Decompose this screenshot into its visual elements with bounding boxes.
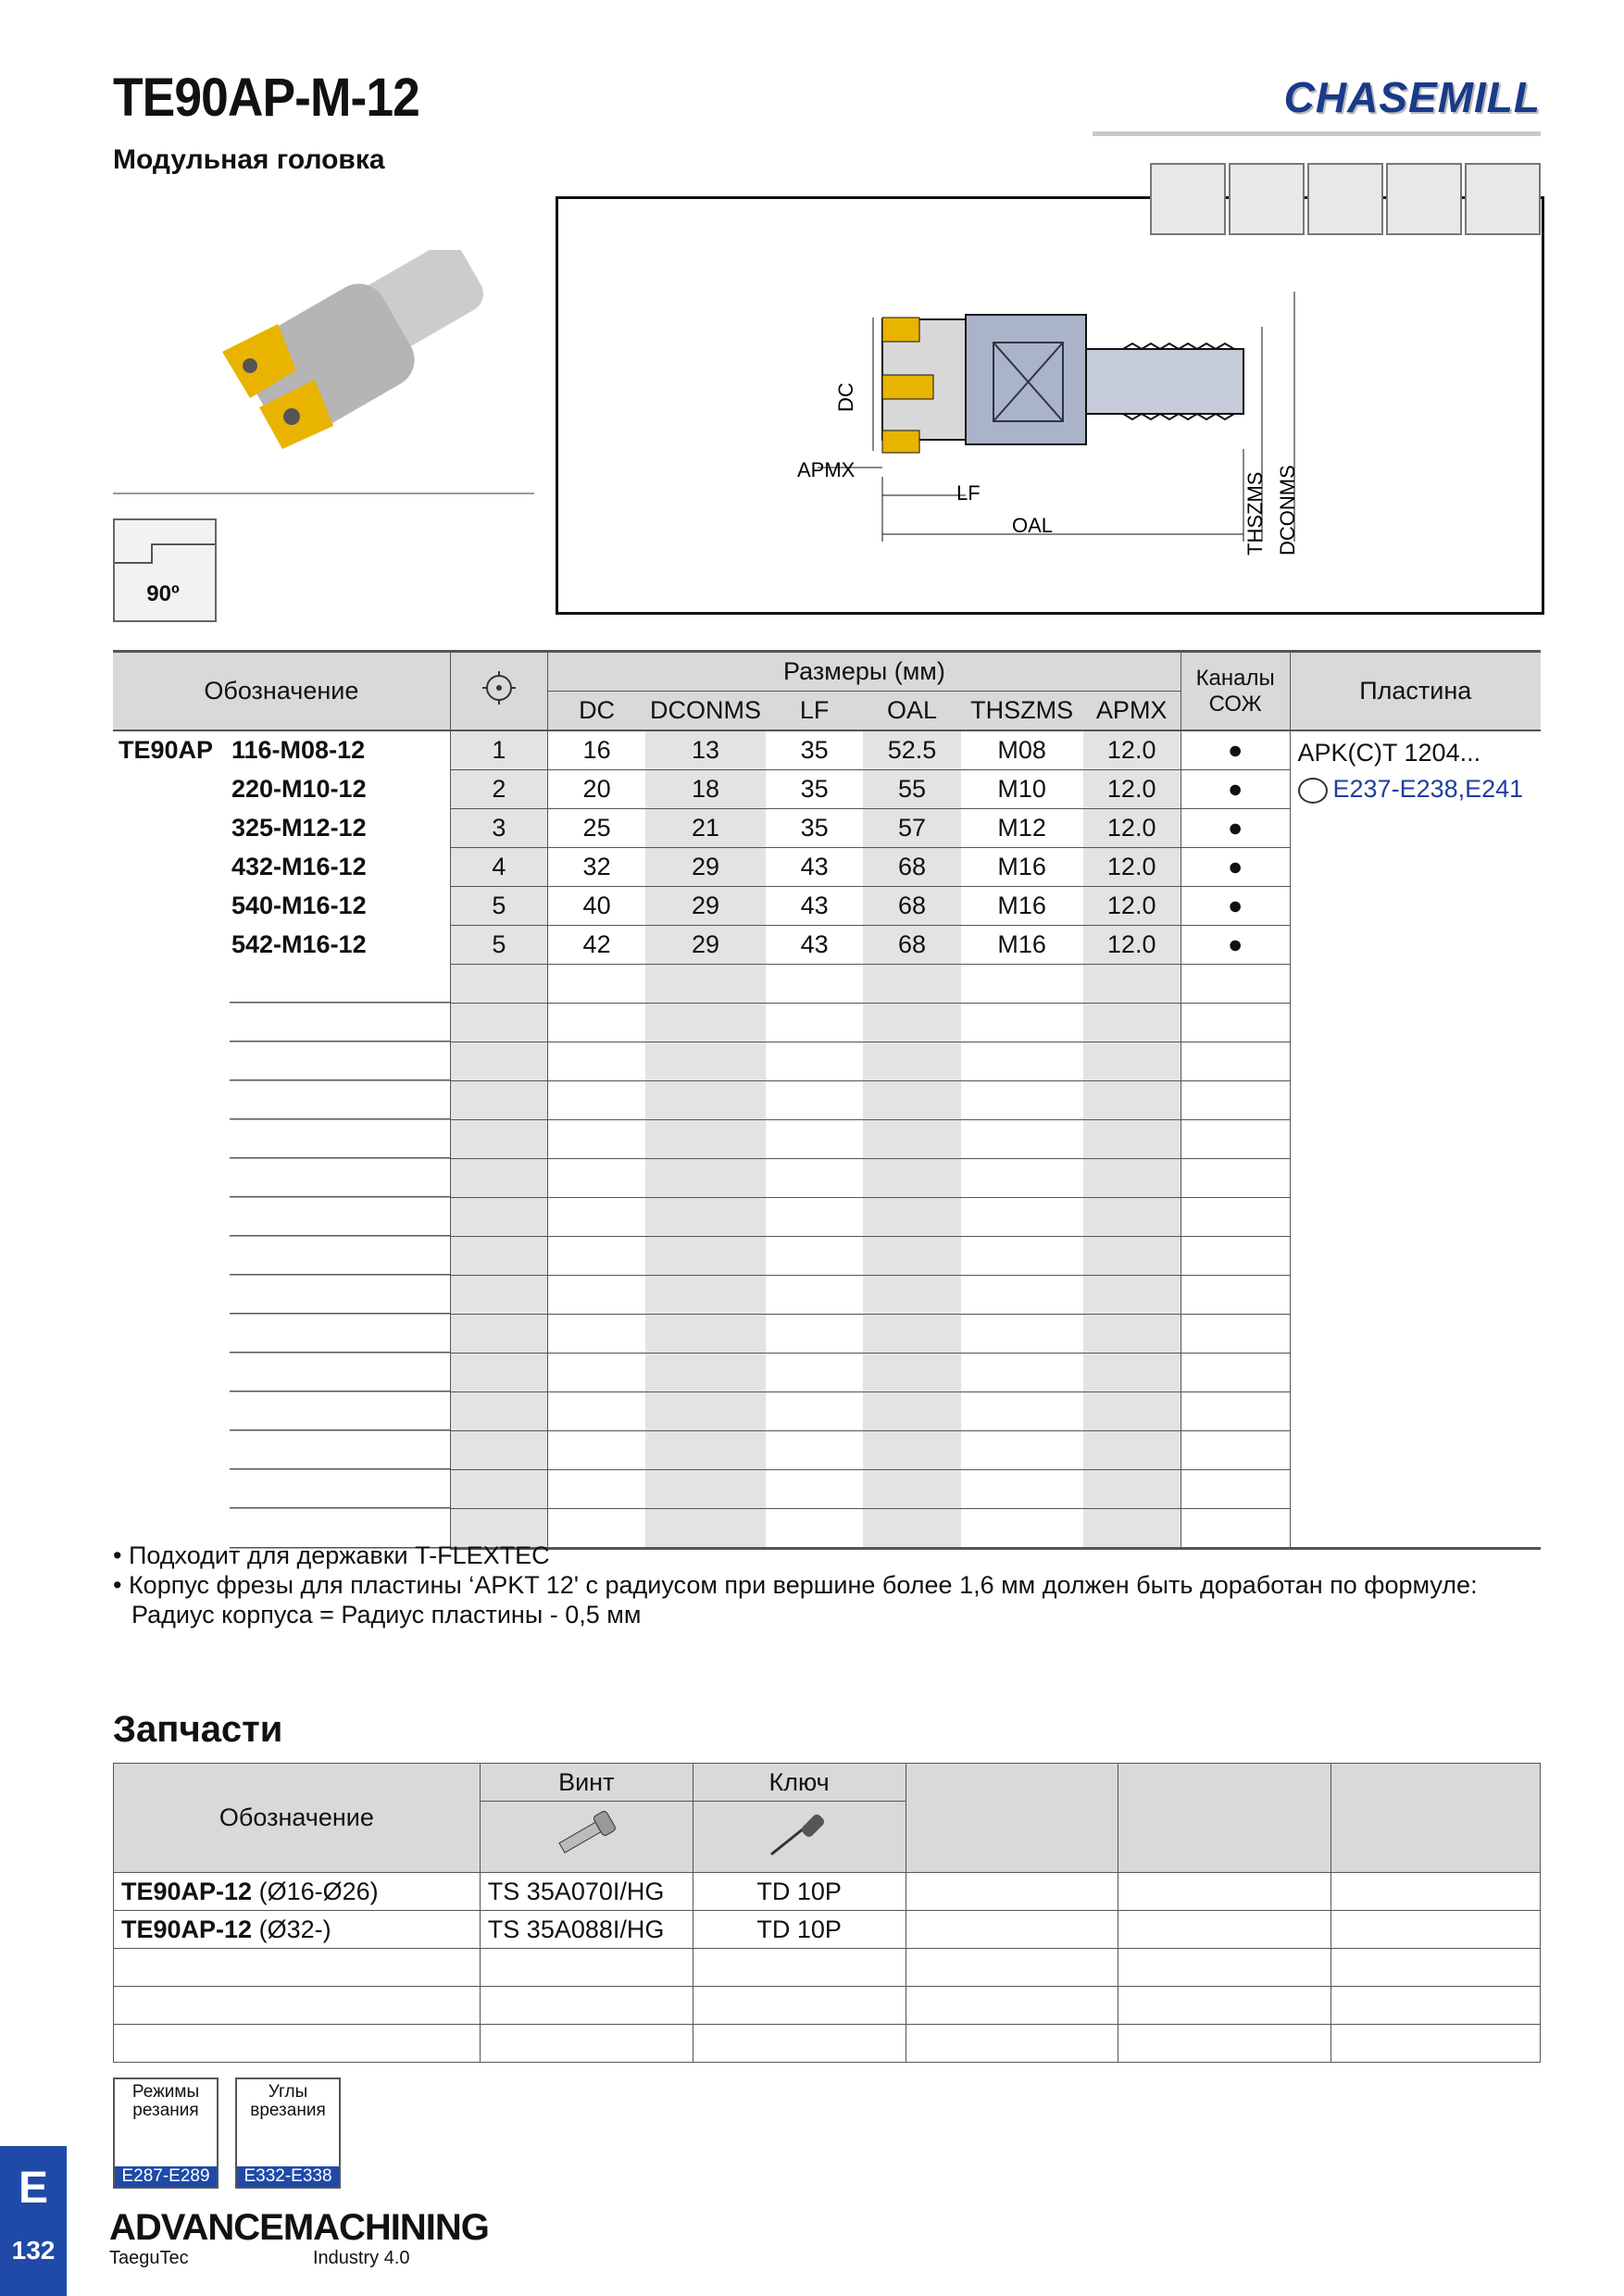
table-cell: 43 <box>766 926 863 965</box>
note-item: • Подходит для державки T-FLEXTEC <box>113 1541 550 1569</box>
table-cell <box>548 1198 645 1237</box>
empty-row <box>114 1949 1541 1987</box>
table-cell <box>863 1159 961 1198</box>
table-cell: 32 <box>548 848 645 887</box>
table-cell <box>645 1120 766 1159</box>
table-cell <box>450 1276 547 1315</box>
table-cell <box>1181 1237 1290 1276</box>
table-cell <box>1083 1470 1181 1509</box>
table-cell: 5 <box>450 887 547 926</box>
col-lf: LF <box>766 692 863 731</box>
table-cell <box>766 1159 863 1198</box>
table-cell <box>450 1159 547 1198</box>
table-cell: 42 <box>548 926 645 965</box>
table-cell: 16 <box>548 730 645 770</box>
table-cell: 25 <box>548 809 645 848</box>
angle-label: 90º <box>146 581 180 606</box>
table-cell <box>113 1392 450 1431</box>
table-cell: M16 <box>961 887 1083 926</box>
table-cell <box>1083 1276 1181 1315</box>
table-cell <box>1290 730 1541 1549</box>
table-cell <box>961 1354 1083 1392</box>
table-cell <box>1181 1042 1290 1081</box>
table-cell <box>548 1276 645 1315</box>
table-cell: 68 <box>863 887 961 926</box>
table-cell: 220-M10-12 <box>231 775 367 803</box>
table-cell <box>1083 1159 1181 1198</box>
table-cell <box>863 965 961 1004</box>
table-cell <box>450 1470 547 1509</box>
table-cell <box>1181 1198 1290 1237</box>
table-cell <box>1181 965 1290 1004</box>
table-cell <box>548 1470 645 1509</box>
table-cell <box>1083 1081 1181 1120</box>
table-cell <box>766 1354 863 1392</box>
table-cell <box>1083 1198 1181 1237</box>
table-cell: 21 <box>645 809 766 848</box>
table-cell <box>863 1042 961 1081</box>
spares-col-key: Ключ <box>693 1764 906 1802</box>
table-cell <box>450 1004 547 1042</box>
table-cell <box>961 1276 1083 1315</box>
page-title: TE90AP-M-12 <box>113 68 419 128</box>
table-cell: ● <box>1181 848 1290 887</box>
table-cell <box>863 1004 961 1042</box>
table-cell <box>113 1354 450 1392</box>
table-cell: 43 <box>766 887 863 926</box>
table-cell: 68 <box>863 926 961 965</box>
col-designation: Обозначение <box>113 652 450 731</box>
table-cell: 29 <box>645 887 766 926</box>
table-cell <box>766 1276 863 1315</box>
table-cell <box>863 1470 961 1509</box>
divider <box>113 493 534 494</box>
brand-underline <box>1093 131 1541 136</box>
table-cell: ● <box>1181 926 1290 965</box>
table-cell: 35 <box>766 730 863 770</box>
table-cell <box>450 1120 547 1159</box>
table-cell <box>863 1315 961 1354</box>
table-cell <box>766 965 863 1004</box>
label-oal: OAL <box>1012 514 1054 537</box>
table-cell <box>1083 1315 1181 1354</box>
table-cell <box>1083 965 1181 1004</box>
table-cell: M12 <box>961 809 1083 848</box>
table-cell: 29 <box>645 926 766 965</box>
table-cell: 18 <box>645 770 766 809</box>
table-cell <box>1181 1159 1290 1198</box>
table-cell <box>1083 1237 1181 1276</box>
teeth-icon <box>450 652 547 731</box>
spares-table <box>113 1763 1541 2063</box>
label-dc: DC <box>834 382 857 412</box>
screw-icon <box>480 1802 693 1873</box>
table-cell <box>961 1431 1083 1470</box>
table-cell <box>1083 1431 1181 1470</box>
table-cell <box>450 1392 547 1431</box>
shoulder-milling-icon <box>1229 163 1305 235</box>
table-cell <box>961 1470 1083 1509</box>
table-cell <box>1181 1315 1290 1354</box>
table-cell: 43 <box>766 848 863 887</box>
table-cell <box>450 1198 547 1237</box>
table-cell <box>548 1159 645 1198</box>
note-item: • Корпус фрезы для пластины ‘APKT 12' с радиусом при вершине более 1,6 мм должен быть доработан по формуле: <box>113 1571 1478 1599</box>
table-cell <box>645 1431 766 1470</box>
face-milling-icon <box>1150 163 1226 235</box>
table-cell: ● <box>1181 887 1290 926</box>
table-cell: 20 <box>548 770 645 809</box>
table-cell: 2 <box>450 770 547 809</box>
product-photo <box>194 250 500 463</box>
table-cell <box>113 1159 450 1198</box>
table-cell: 12.0 <box>1083 926 1181 965</box>
table-cell <box>1181 1392 1290 1431</box>
table-cell <box>450 1354 547 1392</box>
table-cell: M08 <box>961 730 1083 770</box>
table-cell <box>766 1120 863 1159</box>
table-cell <box>961 1315 1083 1354</box>
table-cell: 325-M12-12 <box>231 814 367 842</box>
table-cell <box>863 1354 961 1392</box>
table-cell <box>766 1198 863 1237</box>
table-row <box>113 730 1541 770</box>
table-cell <box>766 1042 863 1081</box>
table-cell <box>766 1470 863 1509</box>
table-cell: 13 <box>645 730 766 770</box>
table-cell: 57 <box>863 809 961 848</box>
table-cell <box>1083 1354 1181 1392</box>
empty-row <box>114 1987 1541 2025</box>
table-cell <box>548 1042 645 1081</box>
table-cell: 55 <box>863 770 961 809</box>
table-cell <box>113 1042 450 1081</box>
table-cell <box>645 1470 766 1509</box>
table-cell <box>1083 1392 1181 1431</box>
table-cell <box>863 1198 961 1237</box>
footer-company: TaeguTec <box>109 2248 189 2268</box>
table-cell <box>450 1042 547 1081</box>
note-item: Радиус корпуса = Радиус пластины - 0,5 мм <box>131 1601 642 1628</box>
spares-title: Запчасти <box>113 1709 283 1750</box>
table-cell: 1 <box>450 730 547 770</box>
table-cell: 12.0 <box>1083 730 1181 770</box>
table-cell <box>961 1237 1083 1276</box>
spares-col-designation: Обозначение <box>114 1764 481 1873</box>
table-cell <box>961 1042 1083 1081</box>
col-dc: DC <box>548 692 645 731</box>
table-cell <box>863 1081 961 1120</box>
table-cell <box>1181 1470 1290 1509</box>
key-icon <box>693 1802 906 1873</box>
table-cell: 12.0 <box>1083 848 1181 887</box>
table-cell <box>863 1276 961 1315</box>
table-cell: M10 <box>961 770 1083 809</box>
table-cell: 12.0 <box>1083 770 1181 809</box>
table-cell: 540-M16-12 <box>231 892 367 919</box>
table-cell <box>548 1081 645 1120</box>
table-cell <box>1181 1354 1290 1392</box>
table-cell <box>863 1431 961 1470</box>
table-cell <box>645 1081 766 1120</box>
table-cell: 12.0 <box>1083 809 1181 848</box>
table-cell <box>645 1159 766 1198</box>
insert-reference: E237-E238,E241 <box>1332 775 1524 803</box>
table-cell <box>863 1392 961 1431</box>
table-cell <box>113 1315 450 1354</box>
search-icon <box>1298 778 1328 804</box>
table-cell <box>113 1237 450 1276</box>
table-cell: TE90AP 116-M08-12 <box>119 736 366 765</box>
table-cell <box>645 1237 766 1276</box>
table-cell <box>766 1081 863 1120</box>
table-cell <box>548 1004 645 1042</box>
col-apmx: APMX <box>1083 692 1181 731</box>
table-cell <box>961 1392 1083 1431</box>
table-cell <box>766 1392 863 1431</box>
table-cell <box>645 1315 766 1354</box>
table-cell <box>113 1276 450 1315</box>
plunging-icon <box>1465 163 1541 235</box>
application-icons <box>1150 163 1543 235</box>
table-cell <box>1083 1120 1181 1159</box>
col-thszms: THSZMS <box>961 692 1083 731</box>
ref-cutting-data[interactable]: Режимы резания E287-E289 <box>113 2078 219 2189</box>
table-cell <box>548 1237 645 1276</box>
table-cell: 3 <box>450 809 547 848</box>
table-cell: ● <box>1181 809 1290 848</box>
spares-col-screw: Винт <box>480 1764 693 1802</box>
table-cell <box>645 1276 766 1315</box>
table-cell: 68 <box>863 848 961 887</box>
table-cell <box>113 1198 450 1237</box>
table-cell: ● <box>1181 730 1290 770</box>
table-cell <box>113 1431 450 1470</box>
col-oal: OAL <box>863 692 961 731</box>
table-cell <box>961 965 1083 1004</box>
table-cell: 4 <box>450 848 547 887</box>
brand-logo: CHASEMILL <box>1283 73 1541 121</box>
footer-logo: ADVANCEMACHINING <box>109 2207 489 2248</box>
table-cell <box>450 1315 547 1354</box>
col-insert: Пластина <box>1290 652 1541 731</box>
table-cell <box>113 1470 450 1509</box>
col-coolant: Каналы СОЖ <box>1181 652 1290 731</box>
page-number: 132 <box>11 2236 56 2265</box>
footer-slogan: Industry 4.0 <box>313 2248 410 2268</box>
table-cell <box>645 1198 766 1237</box>
table-cell <box>113 1120 450 1159</box>
page-subtitle: Модульная головка <box>113 144 385 175</box>
empty-row <box>114 2025 1541 2063</box>
table-cell <box>548 1120 645 1159</box>
table-cell <box>645 1042 766 1081</box>
table-cell <box>450 965 547 1004</box>
table-cell: 12.0 <box>1083 887 1181 926</box>
table-cell <box>548 1315 645 1354</box>
label-dconms: DCONMS <box>1276 465 1299 555</box>
table-cell <box>548 1431 645 1470</box>
table-cell <box>450 1431 547 1470</box>
table-cell <box>548 1354 645 1392</box>
table-cell: 52.5 <box>863 730 961 770</box>
table-cell <box>1181 1431 1290 1470</box>
table-cell <box>766 1315 863 1354</box>
table-cell: ● <box>1181 770 1290 809</box>
table-cell <box>645 965 766 1004</box>
section-tab: E 132 <box>0 2146 67 2296</box>
table-cell <box>1083 1004 1181 1042</box>
label-lf: LF <box>956 481 981 505</box>
label-thszms: THSZMS <box>1243 471 1267 555</box>
spares-row: TE90AP-12 (Ø32-) TS 35A088I/HG TD 10P <box>114 1911 1541 1949</box>
ref-ramping-angles[interactable]: Углы врезания E332-E338 <box>235 2078 341 2189</box>
table-cell <box>766 1004 863 1042</box>
table-cell <box>1181 1276 1290 1315</box>
table-cell <box>766 1237 863 1276</box>
table-cell: M16 <box>961 848 1083 887</box>
table-cell: 35 <box>766 809 863 848</box>
table-cell: 35 <box>766 770 863 809</box>
table-cell <box>645 1004 766 1042</box>
table-cell <box>1083 1042 1181 1081</box>
table-cell <box>113 1081 450 1120</box>
table-cell <box>548 1392 645 1431</box>
table-cell: M16 <box>961 926 1083 965</box>
table-cell <box>1181 1081 1290 1120</box>
table-cell <box>450 1081 547 1120</box>
table-cell <box>961 1004 1083 1042</box>
product-table <box>113 650 1541 1550</box>
label-apmx: APMX <box>797 458 856 481</box>
table-cell <box>1181 1120 1290 1159</box>
table-cell: 29 <box>645 848 766 887</box>
technical-drawing <box>556 196 1544 615</box>
col-dimensions: Размеры (мм) <box>548 652 1181 692</box>
col-dconms: DCONMS <box>645 692 766 731</box>
slotting-icon <box>1307 163 1383 235</box>
table-cell <box>766 1431 863 1470</box>
table-cell <box>863 1237 961 1276</box>
table-cell <box>961 1159 1083 1198</box>
table-cell <box>863 1120 961 1159</box>
table-cell <box>961 1081 1083 1120</box>
table-cell: 432-M16-12 <box>231 853 367 880</box>
table-cell <box>645 1354 766 1392</box>
table-cell <box>113 1004 450 1042</box>
table-cell <box>113 965 450 1004</box>
table-cell <box>961 1198 1083 1237</box>
insert-name: APK(C)T 1204... <box>1297 739 1481 767</box>
table-cell: 5 <box>450 926 547 965</box>
notes <box>113 1541 1478 1629</box>
table-cell: 542-M16-12 <box>231 930 367 958</box>
table-cell: 40 <box>548 887 645 926</box>
table-cell <box>548 965 645 1004</box>
table-cell <box>1181 1004 1290 1042</box>
table-cell <box>450 1237 547 1276</box>
ramping-icon <box>1386 163 1462 235</box>
spares-row: TE90AP-12 (Ø16-Ø26) TS 35A070I/HG TD 10P <box>114 1873 1541 1911</box>
table-cell <box>961 1120 1083 1159</box>
table-cell <box>645 1392 766 1431</box>
